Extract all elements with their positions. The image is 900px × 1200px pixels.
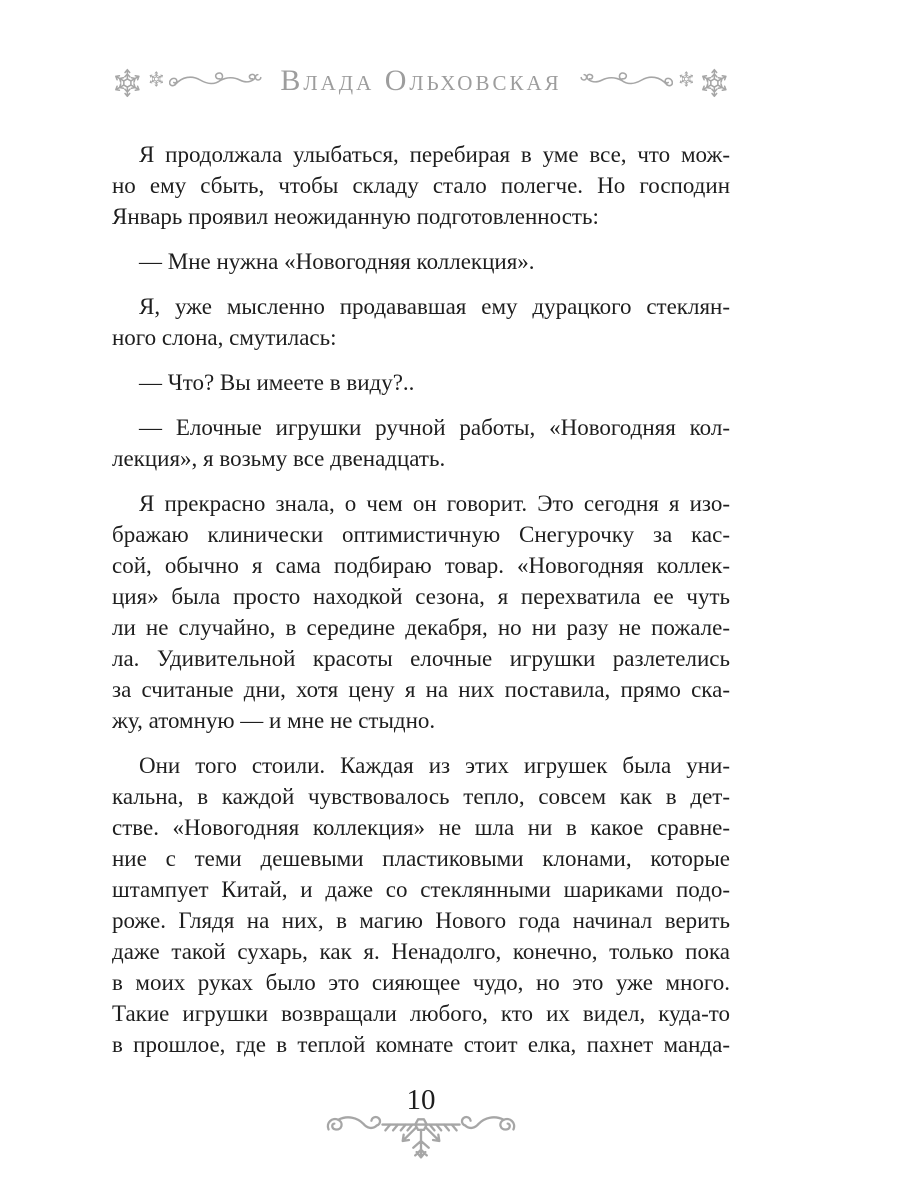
page-number: 10 xyxy=(406,1084,436,1116)
text-line: в моих руках было это сияющее чудо, но это уже много. xyxy=(112,970,730,995)
running-head xyxy=(112,52,730,114)
scroll-flourish-icon xyxy=(577,63,673,103)
text-line: ла. Удивительной красоты елочные игрушки разлетелись xyxy=(112,646,730,671)
text-line: роже. Глядя на них, в магию Нового года начинал верить xyxy=(112,908,730,933)
paragraph xyxy=(112,246,730,277)
text-line: ция» была просто находкой сезона, я перехватила ее чуть xyxy=(112,584,730,609)
paragraph xyxy=(112,488,730,736)
text-line: за считаные дни, хотя цену я на них поставила, прямо ска- xyxy=(112,677,730,702)
text-line: Я, уже мысленно продававшая ему дурацкого стеклян- xyxy=(139,294,730,319)
paragraph xyxy=(112,412,730,474)
paragraph xyxy=(112,139,730,232)
footer-ornament xyxy=(112,1114,730,1166)
text-block xyxy=(112,139,730,1060)
small-snowflake-icon xyxy=(678,66,695,92)
paragraph xyxy=(112,367,730,398)
text-line: но ему сбыть, чтобы складу стало полегче. Но господин xyxy=(112,173,730,198)
half-snowflake-drop-icon xyxy=(323,1114,519,1166)
author-name: Влада Ольховская xyxy=(280,64,562,97)
text-line: — Елочные игрушки ручной работы, «Новогодняя кол- xyxy=(139,415,730,440)
text-line: — Мне нужна «Новогодняя коллекция». xyxy=(139,249,535,274)
text-line: Я продолжала улыбаться, перебирая в уме все, что мож- xyxy=(139,142,730,167)
text-line: Они того стоили. Каждая из этих игрушек была уни- xyxy=(139,753,730,778)
text-line: Такие игрушки возвращали любого, кто их видел, куда-то xyxy=(112,1001,730,1026)
paragraph xyxy=(112,291,730,353)
text-line: жу, атомную — и мне не стыдно. xyxy=(112,708,436,733)
text-line: Январь проявил неожиданную подготовленность: xyxy=(112,204,599,229)
text-line: кальна, в каждой чувствовалось тепло, совсем как в дет- xyxy=(112,784,730,809)
text-line: Я прекрасно знала, о чем он говорит. Это сегодня я изо- xyxy=(139,491,730,516)
text-line: в прошлое, где в теплой комнате стоит елка, пахнет манда- xyxy=(112,1032,730,1057)
large-snowflake-icon xyxy=(112,59,143,107)
text-line: ли не случайно, в середине декабря, но ни разу не пожале- xyxy=(112,615,730,640)
text-line: бражаю клинически оптимистичную Снегурочку за кас- xyxy=(112,522,730,547)
large-snowflake-icon xyxy=(699,59,730,107)
text-line: ние с теми дешевыми пластиковыми клонами, которые xyxy=(112,846,730,871)
text-line: лекция», я возьму все двенадцать. xyxy=(112,446,446,471)
text-line: — Что? Вы имеете в виду?.. xyxy=(139,370,415,395)
text-line: даже такой сухарь, как я. Ненадолго, конечно, только пока xyxy=(112,939,730,964)
small-snowflake-icon xyxy=(148,66,165,92)
text-line: штампует Китай, и даже со стеклянными шариками подо- xyxy=(112,877,730,902)
text-line: сой, обычно я сама подбираю товар. «Новогодняя коллек- xyxy=(112,553,730,578)
paragraph xyxy=(112,750,730,1060)
scroll-flourish-icon xyxy=(169,63,265,103)
text-line: стве. «Новогодняя коллекция» не шла ни в какое сравне- xyxy=(112,815,730,840)
text-line: ного слона, смутилась: xyxy=(112,325,337,350)
